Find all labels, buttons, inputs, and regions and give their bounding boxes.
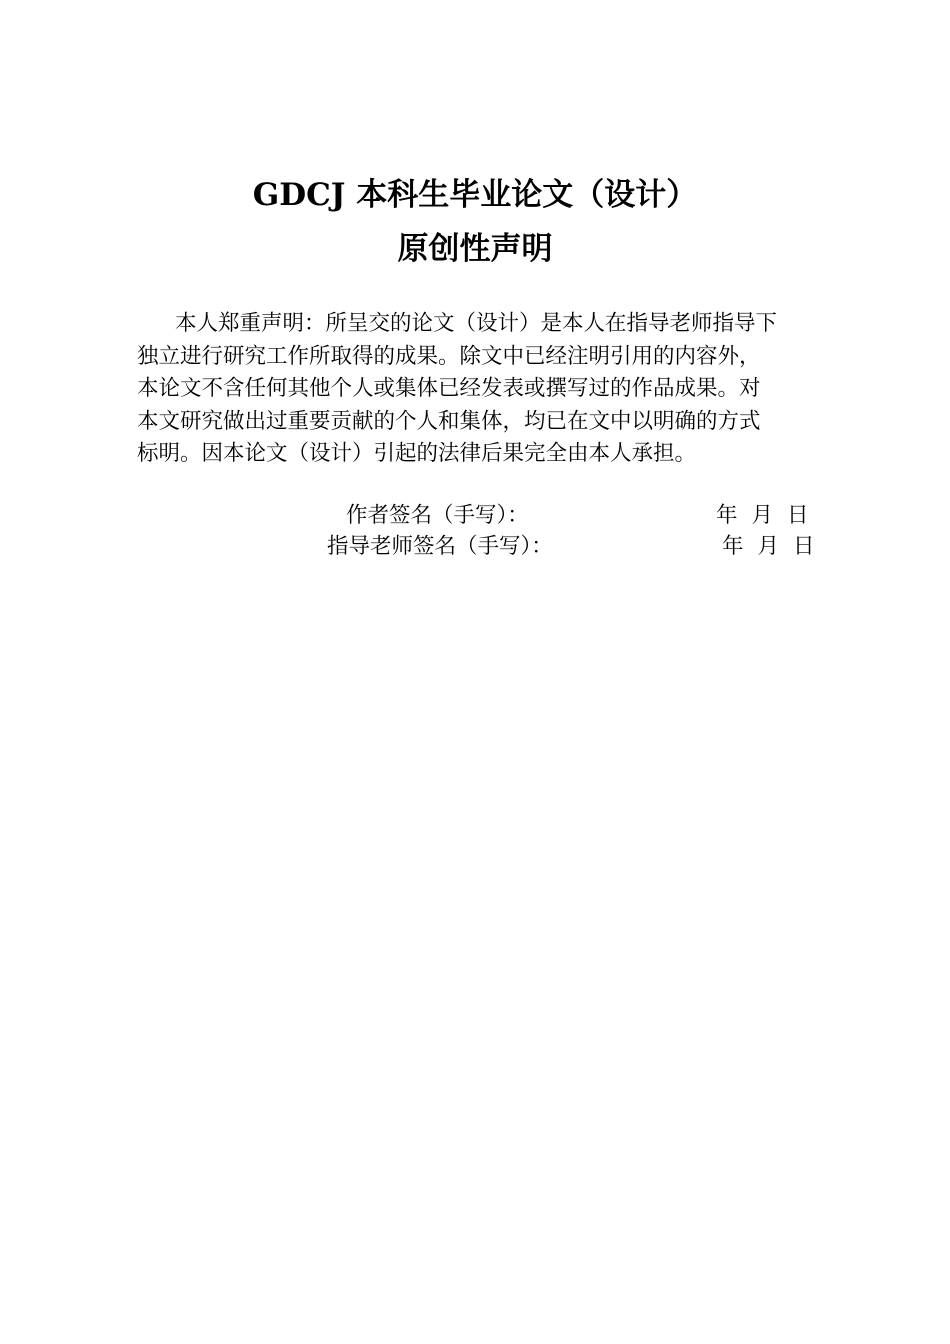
author-signature-row [0, 501, 950, 531]
declaration-line: 本人郑重声明：所呈交的论文（设计）是本人在指导老师指导下 [175, 311, 778, 336]
declaration-line: 本文研究做出过重要贡献的个人和集体，均已在文中以明确的方式 [137, 408, 761, 434]
declaration-line: 标明。因本论文（设计）引起的法律后果完全由本人承担。 [137, 441, 697, 466]
advisor-signature-label: 指导老师签名（手写）： [327, 534, 553, 559]
declaration-line: 本论文不含任何其他个人或集体已经发表或撰写过的作品成果。对 [137, 376, 761, 401]
date-day-label: 日 [787, 503, 809, 528]
advisor-signature-row [0, 532, 950, 562]
advisor-signature-date [722, 532, 815, 562]
date-year-label: 年 [722, 534, 744, 559]
declaration-line: 独立进行研究工作所取得的成果。除文中已经注明引用的内容外， [137, 343, 761, 369]
author-signature-label: 作者签名（手写）： [346, 503, 529, 528]
declaration-paragraph [137, 308, 849, 471]
date-day-label: 日 [793, 534, 815, 559]
author-signature-date [716, 501, 809, 531]
date-month-label: 月 [757, 534, 780, 559]
date-year-label: 年 [716, 503, 738, 528]
document-subtitle: 原创性声明 [397, 231, 553, 267]
document-title: GDCJ 本科生毕业论文（设计） [252, 177, 698, 213]
date-month-label: 月 [751, 503, 774, 528]
